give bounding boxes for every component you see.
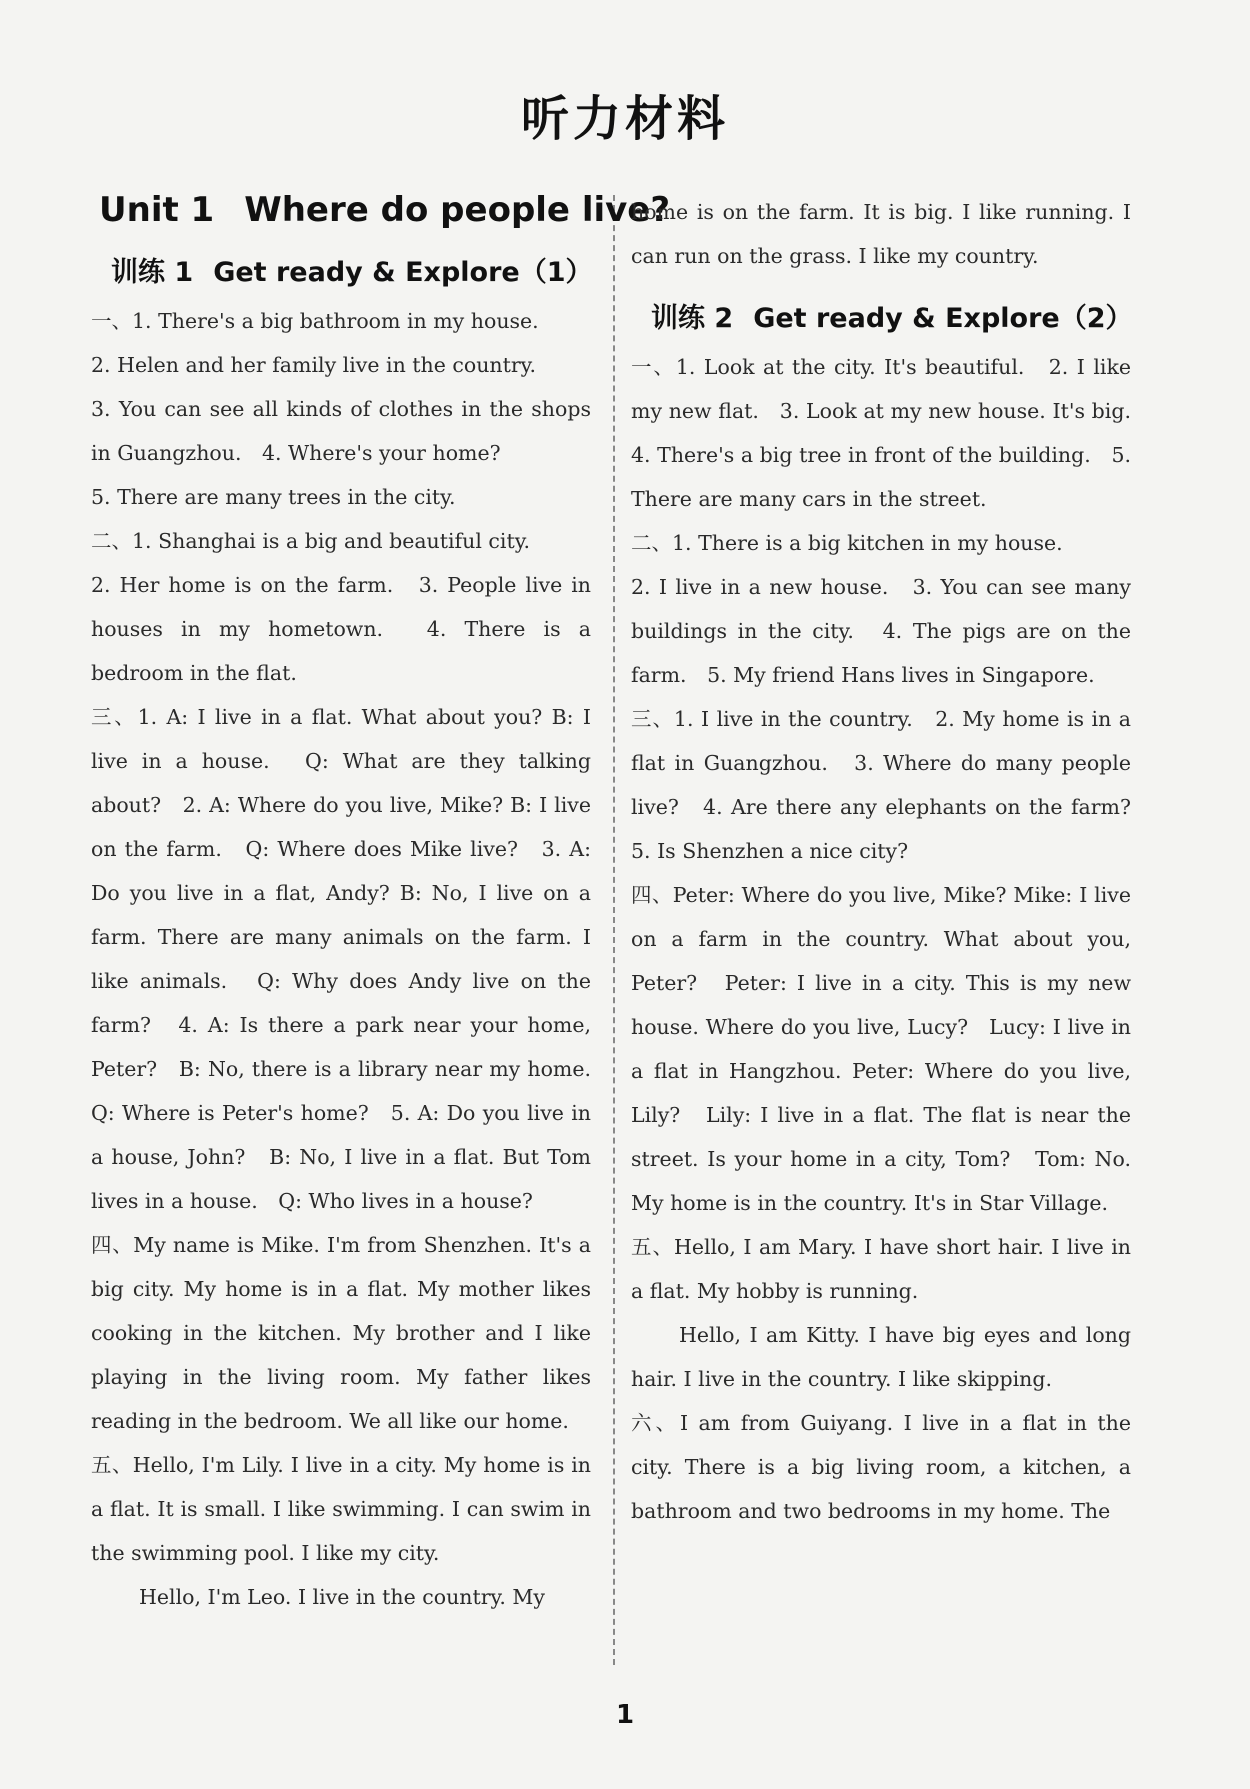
exercise-paragraph: 五、Hello, I am Mary. I have short hair. I live in a flat. My hobby is running. (631, 1235, 1131, 1303)
exercise-paragraph: 五、Hello, I'm Lily. I live in a city. My home is in a flat. It is small. I like swimming. I can swim in the swimming pool. I like my city. (91, 1453, 591, 1565)
exercise-paragraph: 一、1. There's a big bathroom in my house. (91, 309, 539, 333)
unit-heading (99, 190, 671, 230)
page-title: 听力材料 (520, 91, 729, 147)
exercise-paragraph: 四、My name is Mike. I'm from Shenzhen. It's a big city. My home is in a flat. My mother likes cooking in the kitchen. My brother and I like playing in the living room. My father likes reading in the bedroom. We all like our home. (91, 1233, 591, 1433)
unit-title: Where do people live? (244, 190, 671, 230)
exercise-paragraph: 5. There are many trees in the city. (91, 485, 456, 509)
exercise-paragraph: 二、1. Shanghai is a big and beautiful city. (91, 529, 531, 553)
left-column (91, 190, 671, 1619)
exercise-paragraph: 3. You can see all kinds of clothes in the shops in Guangzhou. 4. Where's your home? (91, 397, 591, 465)
page-number: 1 (615, 1700, 635, 1730)
carryover-paragraph: home is on the farm. It is big. I like running. I can run on the grass. I like my country. (631, 200, 1131, 268)
exercise-paragraph: 四、Peter: Where do you live, Mike? Mike: I live on a farm in the country. What about you, Peter? Peter: I live in a city. This is my new house. Where do you live, Lucy? Lucy: I live in a flat in Hangzhou. Peter: Where do you live, Lily? Lily: I live in a flat. The flat is near the street. Is your home in a city, Tom? Tom: No. My home is in the country. It's in Star Village. (631, 883, 1131, 1215)
section-heading (651, 296, 1131, 335)
exercise-paragraph: 三、1. I live in the country. 2. My home is in a flat in Guangzhou. 3. Where do many people live? 4. Are there any elephants on the farm? 5. Is Shenzhen a nice city? (631, 707, 1152, 863)
exercise-paragraph: 一、1. Look at the city. It's beautiful. 2. I like my new flat. 3. Look at my new house. It's big. 4. There's a big tree in front of the building. 5. There are many cars in the street. (631, 355, 1152, 511)
section-title: Get ready & Explore（1） (213, 257, 593, 288)
exercise-paragraph: 六、I am from Guiyang. I live in a flat in the city. There is a big living room, a kitchen, a bathroom and two bedrooms in my home. The (631, 1411, 1131, 1523)
exercise-paragraph: 2. Helen and her family live in the country. (91, 353, 537, 377)
section-title: Get ready & Explore（2） (753, 303, 1133, 334)
exercise-paragraph: 三、1. A: I live in a flat. What about you? B: I live in a house. Q: What are they talking about? 2. A: Where do you live, Mike? B: I live on the farm. Q: Where does Mike live? 3. A: Do you live in a flat, Andy? B: No, I live on a farm. There are many animals on the farm. I like animals. Q: Why does Andy live on the farm? 4. A: Is there a park near your home, Peter? B: No, there is a library near my home. Q: Where is Peter's home? 5. A: Do you live in a house, John? B: No, I live in a flat. But Tom lives in a house. Q: Who lives in a house? (91, 705, 612, 1213)
right-column (631, 190, 1152, 1533)
exercise-paragraph: 二、1. There is a big kitchen in my house. (631, 531, 1063, 555)
exercise-paragraph: 2. I live in a new house. 3. You can see many buildings in the city. 4. The pigs are on the farm. 5. My friend Hans lives in Singapore. (631, 575, 1131, 687)
exercise-paragraph: 2. Her home is on the farm. 3. People live in houses in my hometown. 4. There is a bedroom in the flat. (91, 573, 591, 685)
exercise-paragraph: Hello, I am Kitty. I have big eyes and long hair. I live in the country. I like skipping. (631, 1323, 1131, 1391)
unit-number: Unit 1 (99, 190, 215, 230)
exercise-paragraph: Hello, I'm Leo. I live in the country. My (139, 1585, 545, 1609)
section-label: 训练 2 (651, 303, 734, 334)
section-heading (111, 250, 591, 289)
section-label: 训练 1 (111, 257, 194, 288)
column-divider (613, 195, 615, 1665)
